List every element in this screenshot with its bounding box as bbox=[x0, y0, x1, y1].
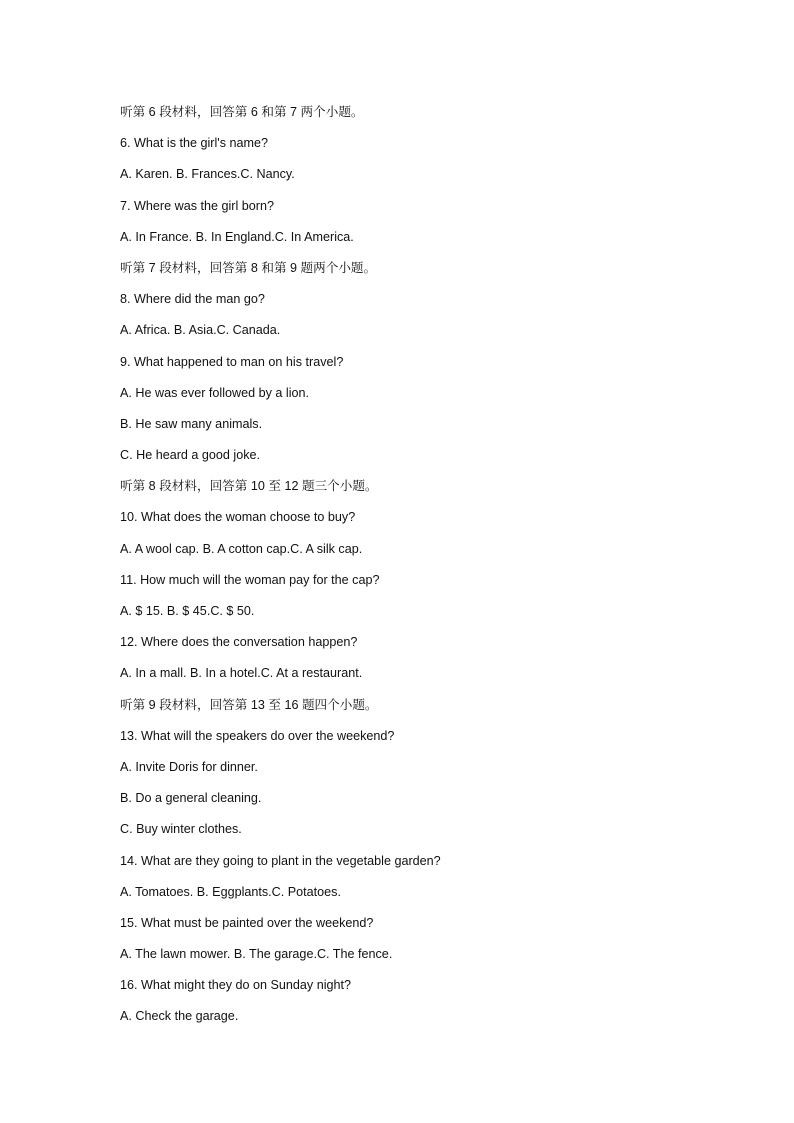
question-text: 13. What will the speakers do over the weekend? bbox=[120, 728, 395, 743]
answer-options: A. In a mall. B. In a hotel.C. At a restaurant. bbox=[120, 666, 363, 681]
document-body bbox=[120, 103, 680, 1039]
question-text: 15. What must be painted over the weekend? bbox=[120, 915, 374, 930]
answer-options: A. The lawn mower. B. The garage.C. The fence. bbox=[120, 947, 393, 962]
question-text: 6. What is the girl's name? bbox=[120, 136, 268, 151]
answer-options: A. In France. B. In England.C. In America. bbox=[120, 229, 354, 244]
answer-option: C. He heard a good joke. bbox=[120, 448, 261, 463]
answer-options: A. Karen. B. Frances.C. Nancy. bbox=[120, 167, 295, 182]
answer-option: C. Buy winter clothes. bbox=[120, 822, 242, 837]
question-text: 16. What might they do on Sunday night? bbox=[120, 978, 352, 993]
question-text: 12. Where does the conversation happen? bbox=[120, 635, 358, 650]
question-text: 14. What are they going to plant in the vegetable garden? bbox=[120, 853, 441, 868]
question-text: 9. What happened to man on his travel? bbox=[120, 354, 344, 369]
section-heading: 听第 9 段材料，回答第 13 至 16 题四个小题。 bbox=[120, 697, 378, 712]
answer-options: A. $ 15. B. $ 45.C. $ 50. bbox=[120, 604, 255, 618]
answer-options: A. Tomatoes. B. Eggplants.C. Potatoes. bbox=[120, 884, 341, 899]
section-heading: 听第 6 段材料，回答第 6 和第 7 两个小题。 bbox=[120, 105, 364, 119]
answer-option: A. Check the garage. bbox=[120, 1009, 239, 1024]
answer-options: A. Africa. B. Asia.C. Canada. bbox=[120, 323, 281, 338]
section-heading: 听第 8 段材料，回答第 10 至 12 题三个小题。 bbox=[120, 479, 378, 494]
section-heading: 听第 7 段材料，回答第 8 和第 9 题两个小题。 bbox=[120, 260, 377, 275]
answer-option: B. He saw many animals. bbox=[120, 416, 263, 431]
question-text: 10. What does the woman choose to buy? bbox=[120, 510, 356, 525]
question-text: 11. How much will the woman pay for the cap? bbox=[120, 572, 380, 587]
answer-option: B. Do a general cleaning. bbox=[120, 791, 262, 806]
answer-options: A. A wool cap. B. A cotton cap.C. A silk cap. bbox=[120, 541, 363, 556]
question-text: 8. Where did the man go? bbox=[120, 292, 265, 307]
answer-option: A. Invite Doris for dinner. bbox=[120, 759, 258, 774]
answer-option: A. He was ever followed by a lion. bbox=[120, 385, 309, 400]
question-text: 7. Where was the girl born? bbox=[120, 198, 274, 213]
